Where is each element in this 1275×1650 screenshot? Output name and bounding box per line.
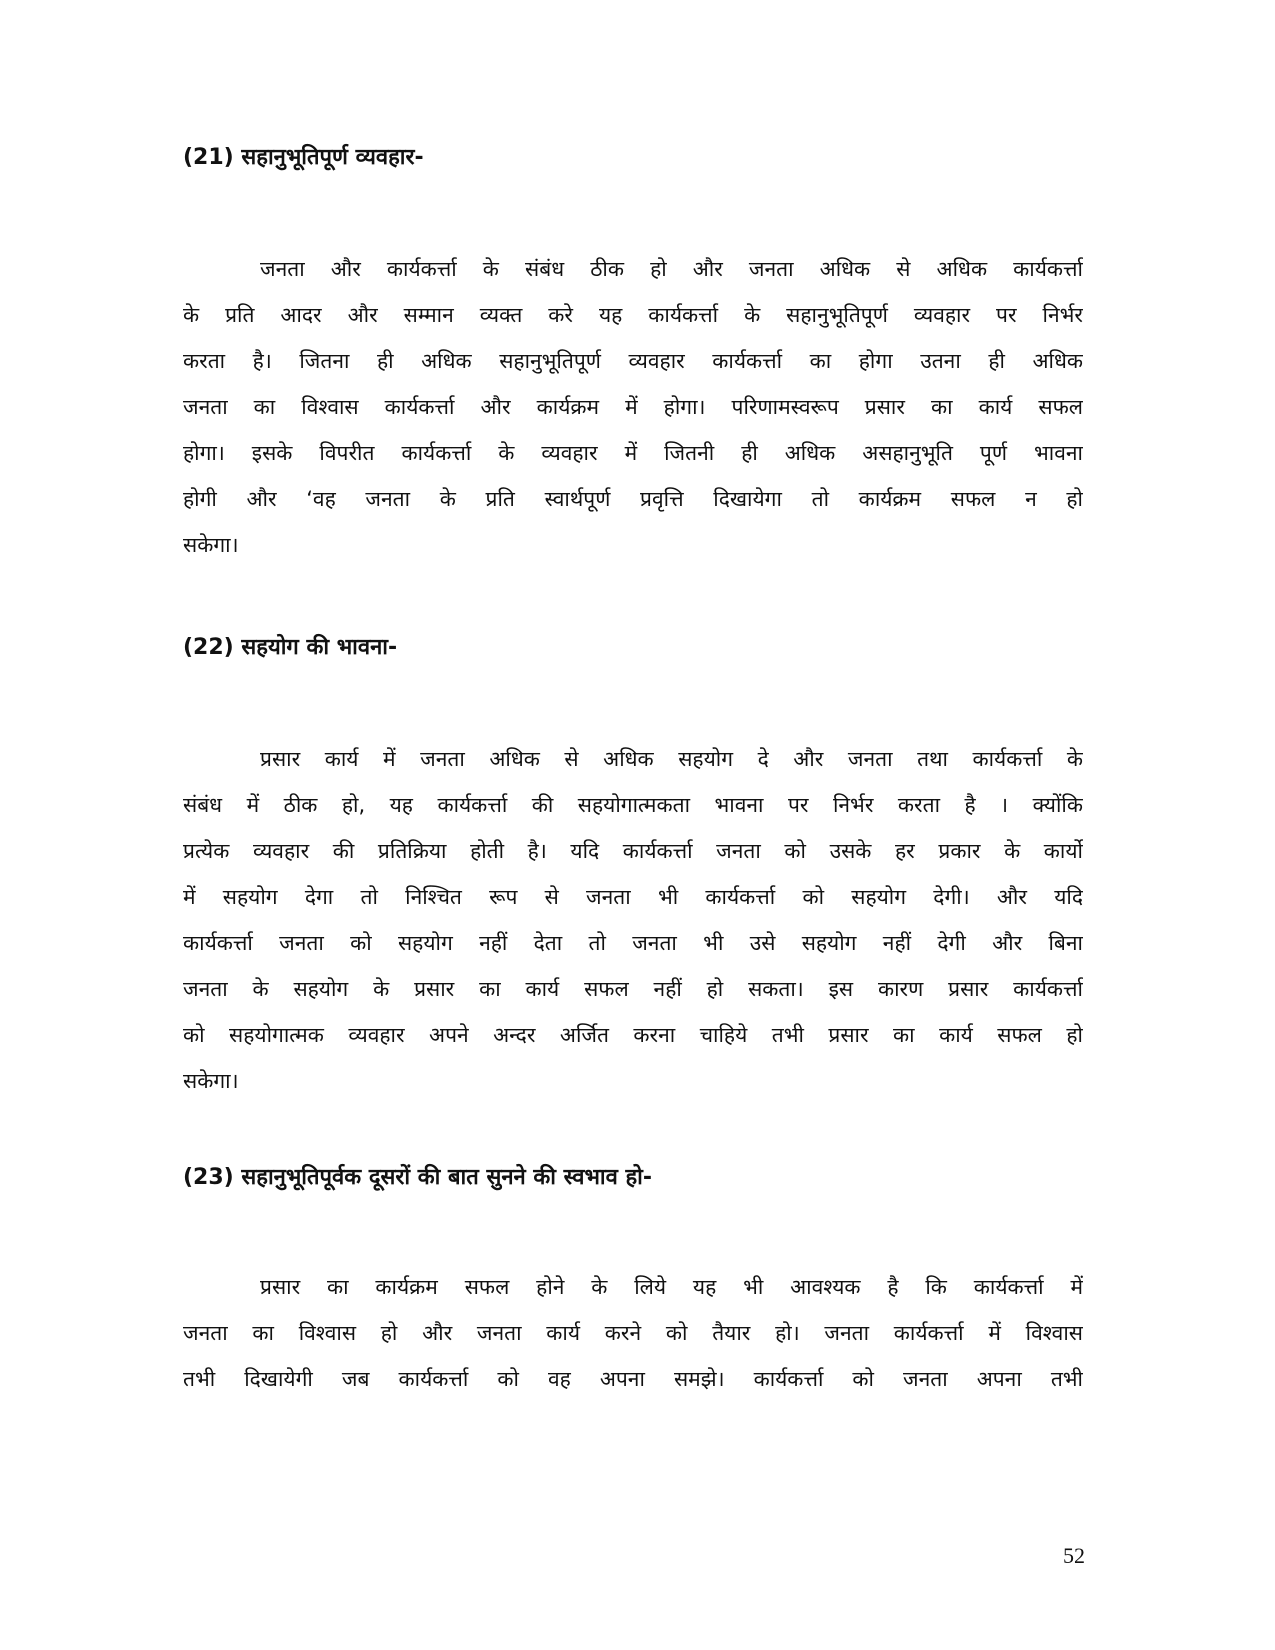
paragraph-line: जनता का विश्वास कार्यकर्त्ता और कार्यक्रम में होगा। परिणामस्वरूप प्रसार का कार्य सफल — [183, 395, 1083, 419]
paragraph-line: जनता और कार्यकर्त्ता के संबंध ठीक हो और जनता अधिक से अधिक कार्यकर्त्ता — [260, 257, 1083, 281]
paragraph-line: को सहयोगात्मक व्यवहार अपने अन्दर अर्जित करना चाहिये तभी प्रसार का कार्य सफल हो — [183, 1023, 1083, 1047]
paragraph-line: कार्यकर्त्ता जनता को सहयोग नहीं देता तो जनता भी उसे सहयोग नहीं देगी और बिना — [183, 931, 1083, 955]
paragraph-line: के प्रति आदर और सम्मान व्यक्त करे यह कार्यकर्त्ता के सहानुभूतिपूर्ण व्यवहार पर निर्भर — [183, 303, 1083, 327]
section-22-heading: (22) सहयोग की भावना- — [183, 635, 398, 660]
paragraph-line: संबंध में ठीक हो, यह कार्यकर्त्ता की सहयोगात्मकता भावना पर निर्भर करता है । क्योंकि — [183, 793, 1083, 817]
paragraph-line: होगा। इसके विपरीत कार्यकर्त्ता के व्यवहार में जितनी ही अधिक असहानुभूति पूर्ण भावना — [183, 441, 1083, 465]
section-21-heading: (21) सहानुभूतिपूर्ण व्यवहार- — [183, 145, 424, 170]
section-22-paragraph — [183, 736, 1083, 1104]
paragraph-line: प्रत्येक व्यवहार की प्रतिक्रिया होती है। यदि कार्यकर्त्ता जनता को उसके हर प्रकार के कार्यो — [183, 839, 1083, 863]
section-21-paragraph — [183, 246, 1083, 568]
paragraph-line: में सहयोग देगा तो निश्चित रूप से जनता भी कार्यकर्त्ता को सहयोग देगी। और यदि — [183, 885, 1083, 909]
paragraph-line: सकेगा। — [183, 1069, 239, 1093]
paragraph-line: करता है। जितना ही अधिक सहानुभूतिपूर्ण व्यवहार कार्यकर्त्ता का होगा उतना ही अधिक — [183, 349, 1083, 373]
paragraph-line: जनता का विश्वास हो और जनता कार्य करने को तैयार हो। जनता कार्यकर्त्ता में विश्वास — [183, 1321, 1083, 1345]
paragraph-line: होगी और ‘वह जनता के प्रति स्वार्थपूर्ण प्रवृत्ति दिखायेगा तो कार्यक्रम सफल न हो — [183, 487, 1083, 511]
section-23-heading: (23) सहानुभूतिपूर्वक दूसरों की बात सुनने की स्वभाव हो- — [183, 1165, 653, 1190]
paragraph-line: सकेगा। — [183, 533, 239, 557]
section-23-paragraph — [183, 1264, 1083, 1402]
paragraph-line: प्रसार कार्य में जनता अधिक से अधिक सहयोग दे और जनता तथा कार्यकर्त्ता के — [260, 747, 1083, 771]
paragraph-line: तभी दिखायेगी जब कार्यकर्त्ता को वह अपना समझे। कार्यकर्त्ता को जनता अपना तभी — [183, 1367, 1083, 1391]
page-number: 52 — [1063, 1543, 1085, 1568]
paragraph-line: प्रसार का कार्यक्रम सफल होने के लिये यह भी आवश्यक है कि कार्यकर्त्ता में — [260, 1275, 1083, 1299]
paragraph-line: जनता के सहयोग के प्रसार का कार्य सफल नहीं हो सकता। इस कारण प्रसार कार्यकर्त्ता — [183, 977, 1083, 1001]
